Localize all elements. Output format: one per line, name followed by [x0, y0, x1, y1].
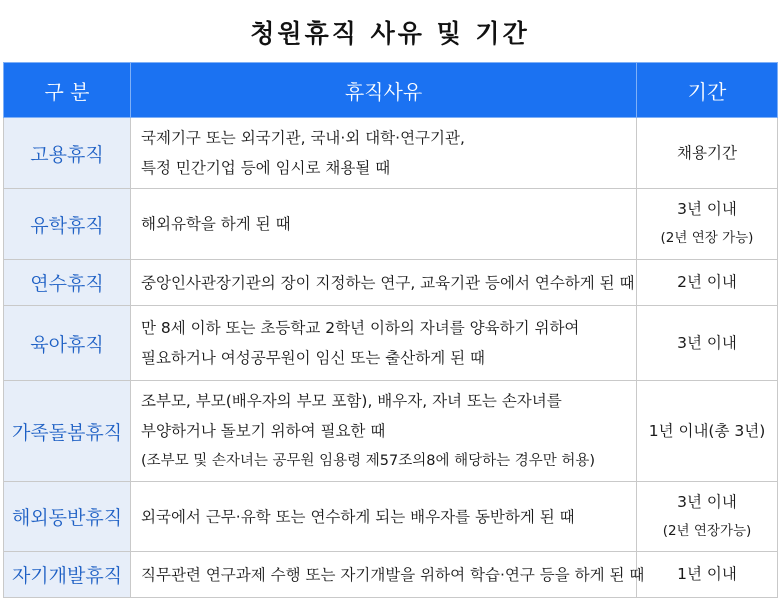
- row-period: [637, 118, 778, 189]
- header-period: 기간: [637, 63, 778, 118]
- row-reason: [131, 306, 637, 381]
- row-category: 유학휴직: [4, 189, 131, 260]
- table-row: [4, 260, 778, 306]
- page-title: 청원휴직 사유 및 기간: [250, 19, 530, 48]
- row-period: [637, 306, 778, 381]
- period-line: 채용기간: [677, 143, 737, 162]
- reason-line: 특정 민간기업 등에 임시로 채용될 때: [141, 159, 391, 177]
- period-line: 3년 이내: [677, 492, 737, 511]
- row-period: [637, 552, 778, 598]
- leave-table: [3, 62, 778, 598]
- reason-line: (조부모 및 손자녀는 공무원 임용령 제57조의8에 해당하는 경우만 허용): [141, 453, 596, 469]
- table-row: [4, 189, 778, 260]
- reason-line: 직무관련 연구과제 수행 또는 자기개발을 위하여 학습·연구 등을 하게 된 때: [141, 565, 645, 584]
- period-line: 1년 이내(총 3년): [648, 421, 766, 440]
- period-note: (2년 연장 가능): [660, 230, 754, 246]
- row-category: 연수휴직: [4, 260, 131, 306]
- table-row: [4, 552, 778, 598]
- row-category: 육아휴직: [4, 306, 131, 381]
- period-line: 3년 이내: [677, 333, 737, 352]
- row-period: [637, 260, 778, 306]
- reason-line: 국제기구 또는 외국기관, 국내·외 대학·연구기관,: [141, 129, 465, 147]
- row-category: 가족돌봄휴직: [4, 381, 131, 482]
- row-period: [637, 381, 778, 482]
- row-reason: [131, 552, 645, 598]
- reason-line: 외국에서 근무·유학 또는 연수하게 되는 배우자를 동반하게 된 때: [141, 507, 575, 526]
- row-reason: [131, 482, 637, 552]
- reason-line: 조부모, 부모(배우자의 부모 포함), 배우자, 자녀 또는 손자녀를: [141, 392, 562, 410]
- row-reason: [131, 260, 637, 306]
- period-line: 3년 이내: [677, 200, 737, 218]
- table-row: [4, 118, 778, 189]
- reason-line: 부양하거나 돌보기 위하여 필요한 때: [141, 422, 386, 440]
- reason-line: 해외유학을 하게 된 때: [141, 215, 291, 233]
- row-reason: [131, 189, 637, 260]
- table-header-row: [4, 63, 778, 118]
- row-category: 자기개발휴직: [4, 552, 131, 598]
- table-row: [4, 482, 778, 552]
- period-note: (2년 연장가능): [662, 522, 752, 539]
- row-category: 해외동반휴직: [4, 482, 131, 552]
- table-row: [4, 306, 778, 381]
- row-period: [637, 189, 778, 260]
- header-reason: 휴직사유: [131, 63, 637, 118]
- row-period: [637, 482, 778, 552]
- reason-line: 중앙인사관장기관의 장이 지정하는 연구, 교육기관 등에서 연수하게 된 때: [141, 273, 635, 292]
- table-row: [4, 381, 778, 482]
- row-category: 고용휴직: [4, 118, 131, 189]
- header-category: 구 분: [4, 63, 131, 118]
- row-reason: [131, 381, 637, 482]
- reason-line: 만 8세 이하 또는 초등학교 2학년 이하의 자녀를 양육하기 위하여: [141, 319, 580, 337]
- reason-line: 필요하거나 여성공무원이 임신 또는 출산하게 된 때: [141, 349, 485, 367]
- period-line: 2년 이내: [677, 273, 737, 291]
- period-line: 1년 이내: [677, 565, 737, 583]
- row-reason: [131, 118, 637, 189]
